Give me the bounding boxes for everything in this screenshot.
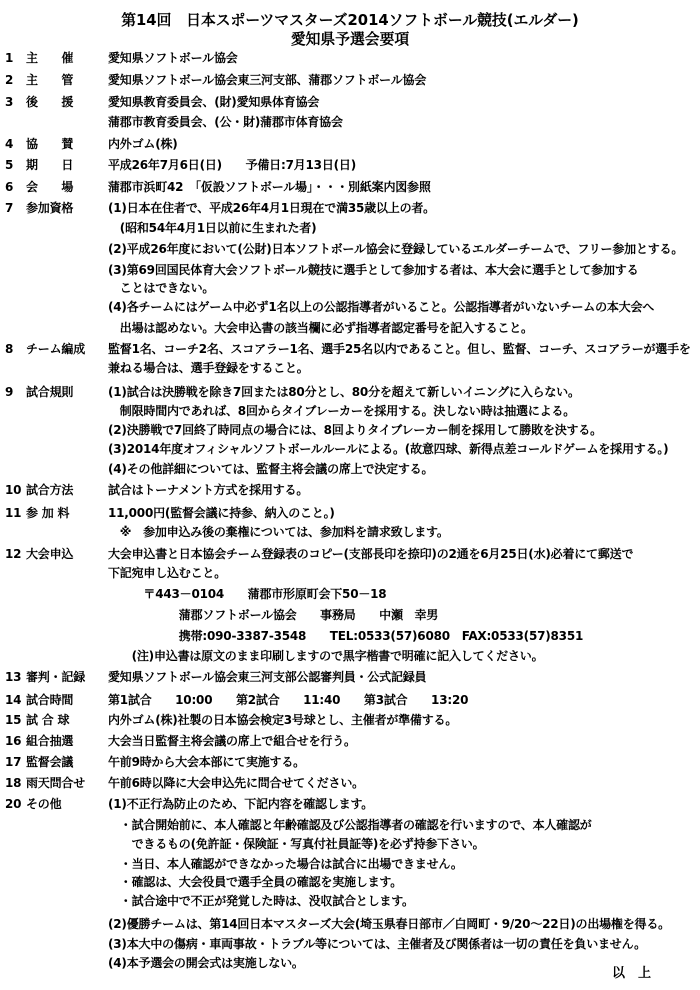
section-label: 期 日 [26, 158, 74, 172]
section-content-line: (昭和54年4月1日以前に生まれた者) [108, 221, 317, 235]
section-content-line: (1)試合は決勝戦を除き7回または80分とし、80分を超えて新しいイニングに入らない。 [108, 385, 580, 399]
section-label: 試 合 球 [26, 713, 70, 727]
title-line-1: 第14回 日本スポーツマスターズ2014ソフトボール競技(エルダー) [121, 11, 579, 29]
section-label: 試合方法 [26, 483, 74, 497]
section-number: 14 [5, 693, 22, 707]
section-label: チーム編成 [26, 342, 86, 356]
section-number: 6 [5, 180, 14, 194]
section-number: 5 [5, 158, 14, 172]
section-content-line: (4)各チームにはゲーム中必ず1名以上の公認指導者がいること。公認指導者がいないチームの本大会へ [108, 300, 655, 314]
section-content-line: 午前6時以降に大会申込先に問合せてください。 [108, 776, 364, 790]
section-content-line: できるもの(免許証・保険証・写真付社員証等)を必ず持参下さい。 [108, 837, 485, 851]
section-number: 2 [5, 73, 14, 87]
section-label: 組合抽選 [26, 734, 74, 748]
section-content-line: 蒲郡ソフトボール協会 事務局 中瀬 幸男 [108, 608, 439, 622]
section-number: 10 [5, 483, 22, 497]
section-label: 主 管 [26, 73, 74, 87]
section-content-line: (2)決勝戦で7回終了時同点の場合には、8回よりタイブレーカー制を採用して勝敗を決する。 [108, 423, 602, 437]
section-number: 3 [5, 95, 14, 109]
title-line-2: 愛知県予選会要項 [290, 30, 410, 48]
section-content-line: (3)2014年度オフィシャルソフトボールルールによる。(故意四球、新得点差コールドゲームを採用する。) [108, 442, 669, 456]
section-content-line: ・当日、本人確認ができなかった場合は試合に出場できません。 [108, 857, 463, 871]
section-number: 12 [5, 547, 22, 561]
section-number: 11 [5, 506, 22, 520]
section-number: 15 [5, 713, 22, 727]
section-content-line: ※ 参加申込み後の棄権については、参加料を請求致します。 [108, 525, 449, 539]
section-label: 審判・記録 [26, 670, 86, 684]
section-content-line: 蒲郡市教育委員会、(公・財)蒲郡市体育協会 [108, 115, 343, 129]
section-content-line: 大会当日監督主将会議の席上で組合せを行う。 [108, 734, 356, 748]
section-label: 雨天問合せ [26, 776, 86, 790]
section-number: 17 [5, 755, 22, 769]
section-content-line: 出場は認めない。大会申込書の該当欄に必ず指導者認定番号を記入すること。 [108, 321, 533, 335]
section-label: 参 加 料 [26, 506, 70, 520]
section-content-line: (2)優勝チームは、第14回日本マスターズ大会(埼玉県春日部市／白岡町・9/20～22日)の出場権を得る。 [108, 917, 670, 931]
section-content-line: 第1試合 10:00 第2試合 11:40 第3試合 13:20 [108, 693, 469, 707]
section-label: 監督会議 [26, 755, 74, 769]
section-content-line: 愛知県ソフトボール協会東三河支部公認審判員・公式記録員 [108, 670, 427, 684]
section-label: その他 [26, 797, 62, 811]
section-content-line: ・試合開始前に、本人確認と年齢確認及び公認指導者の確認を行いますので、本人確認が [108, 818, 592, 832]
section-content-line: 愛知県ソフトボール協会東三河支部、蒲郡ソフトボール協会 [108, 73, 427, 87]
section-content-line: (2)平成26年度において(公財)日本ソフトボール協会に登録しているエルダーチームで、フリー参加とする。 [108, 242, 684, 256]
section-content-line: 試合はトーナメント方式を採用する。 [108, 483, 309, 497]
section-number: 13 [5, 670, 22, 684]
section-content-line: 内外ゴム(株) [108, 137, 178, 151]
section-label: 試合規則 [26, 385, 74, 399]
section-content-line: 大会申込書と日本協会チーム登録表のコピー(支部長印を捺印)の2通を6月25日(水)必着にて郵送で [108, 547, 634, 561]
section-content-line: (1)不正行為防止のため、下記内容を確認します。 [108, 797, 374, 811]
section-content-line: 蒲郡市浜町42 「仮設ソフトボール場」・・・別紙案内図参照 [108, 180, 431, 194]
section-content-line: 11,000円(監督会議に持参、納入のこと。) [108, 506, 335, 520]
section-label: 会 場 [26, 180, 74, 194]
section-number: 4 [5, 137, 14, 151]
section-number: 7 [5, 201, 14, 215]
section-number: 18 [5, 776, 22, 790]
section-label: 大会申込 [26, 547, 74, 561]
section-content-line: ・試合途中で不正が発覚した時は、没収試合とします。 [108, 894, 414, 908]
section-number: 16 [5, 734, 22, 748]
section-content-line: 下記宛申し込むこと。 [108, 566, 227, 580]
section-content-line: ・確認は、大会役員で選手全員の確認を実施します。 [108, 875, 403, 889]
section-content-line: (4)その他詳細については、監督主将会議の席上で決定する。 [108, 462, 434, 476]
section-content-line: 兼ねる場合は、選手登録をすること。 [108, 361, 309, 375]
section-number: 9 [5, 385, 14, 399]
section-content-line: 愛知県教育委員会、(財)愛知県体育協会 [108, 95, 320, 109]
section-content-line: 携帯:090-3387-3548 TEL:0533(57)6080 FAX:0533(57)8351 [108, 629, 584, 643]
section-content-line: 監督1名、コーチ2名、スコアラー1名、選手25名以内であること。但し、監督、コーチ、スコアラーが選手を [108, 342, 691, 356]
section-number: 1 [5, 51, 14, 65]
section-content-line: 平成26年7月6日(日) 予備日:7月13日(日) [108, 158, 356, 172]
section-content-line: (4)本予選会の開会式は実施しない。 [108, 956, 304, 970]
section-content-line: ことはできない。 [108, 281, 215, 295]
section-content-line: (1)日本在住者で、平成26年4月1日現在で満35歳以上の者。 [108, 201, 435, 215]
section-content-line: 午前9時から大会本部にて実施する。 [108, 755, 305, 769]
section-content-line: 内外ゴム(株)社製の日本協会検定3号球とし、主催者が準備する。 [108, 713, 458, 727]
section-content-line: (3)本大中の傷病・車両事故・トラブル等については、主催者及び関係者は一切の責任を負いません。 [108, 937, 646, 951]
closing-text: 以 上 [612, 966, 652, 981]
section-label: 後 援 [26, 95, 74, 109]
section-number: 8 [5, 342, 14, 356]
section-label: 試合時間 [26, 693, 74, 707]
section-content-line: 愛知県ソフトボール協会 [108, 51, 238, 65]
section-label: 協 賛 [26, 137, 74, 151]
section-content-line: (注)申込書は原文のまま印刷しますので黒字楷書で明確に記入してください。 [108, 649, 544, 663]
section-label: 主 催 [26, 51, 74, 65]
section-content-line: 〒443－0104 蒲郡市形原町会下50－18 [108, 587, 387, 601]
section-content-line: 制限時間内であれば、8回からタイブレーカーを採用する。決しない時は抽選による。 [108, 404, 576, 418]
section-number: 20 [5, 797, 22, 811]
section-label: 参加資格 [26, 201, 74, 215]
section-content-line: (3)第69回国民体育大会ソフトボール競技に選手として参加する者は、本大会に選手として参加する [108, 263, 639, 277]
